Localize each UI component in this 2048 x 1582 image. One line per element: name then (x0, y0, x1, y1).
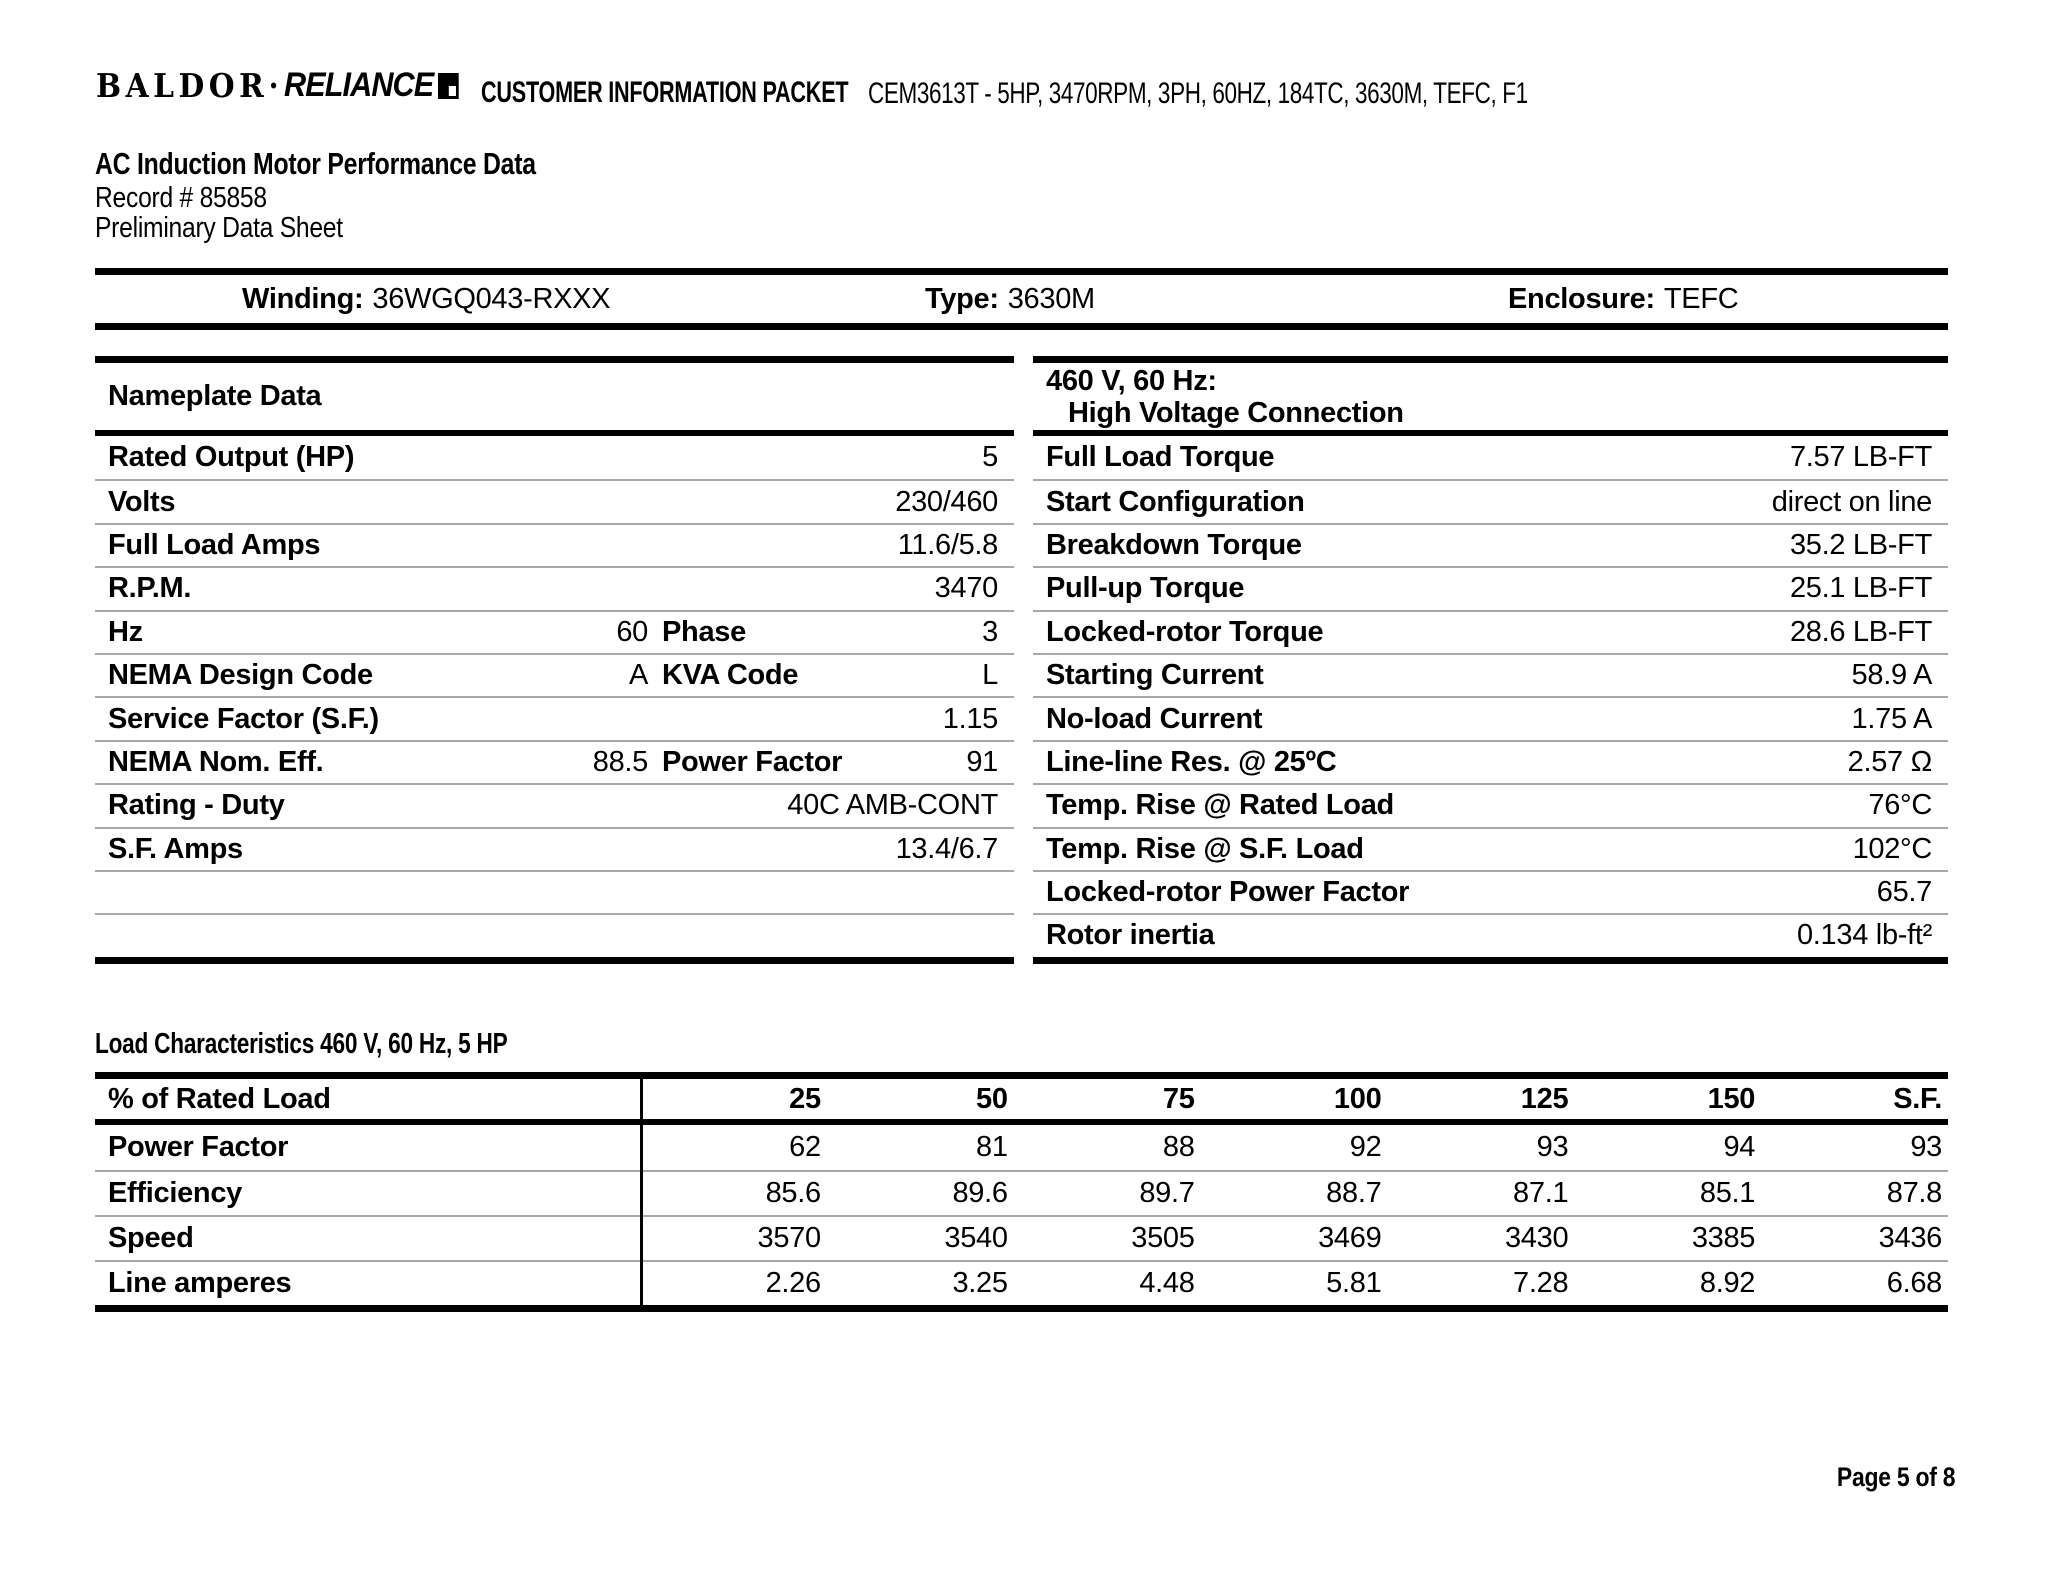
row-value: 25.1 LB-FT (1789, 572, 1932, 605)
hv-header-line2: High Voltage Connection (1068, 396, 1404, 429)
row-label: Rotor inertia (1046, 919, 1215, 952)
row-label: S.F. Amps (108, 832, 243, 865)
row-mid-value: 88.5 (592, 745, 648, 778)
cell-value: 88 (1162, 1131, 1195, 1163)
high-voltage-table (1033, 356, 1948, 964)
table-row (95, 1215, 1948, 1260)
table-row (95, 1125, 1948, 1170)
table-row (1033, 610, 1948, 653)
cell-value: 88.7 (1326, 1177, 1382, 1209)
row-label: Efficiency (108, 1177, 242, 1209)
row-value: 11.6/5.8 (897, 528, 998, 561)
logo-reliance-text: RELIANCE (284, 66, 434, 104)
row-label: Line-line Res. @ 25ºC (1046, 745, 1337, 778)
row-label: Start Configuration (1046, 485, 1305, 518)
row-value: 7.57 LB-FT (1789, 441, 1932, 474)
row-value: direct on line (1771, 485, 1932, 518)
cell-value: 85.6 (765, 1177, 821, 1209)
row-value: 5 (982, 441, 998, 474)
cell-value: 7.28 (1513, 1267, 1569, 1299)
nameplate-table-header (95, 363, 1014, 436)
row-value: 65.7 (1876, 876, 1932, 909)
cell-value: 87.1 (1513, 1177, 1569, 1209)
type-value: 3630M (1007, 282, 1095, 315)
row-label: Locked-rotor Torque (1046, 615, 1324, 648)
load-table-divider (640, 1079, 643, 1305)
table-row (1033, 653, 1948, 696)
page-title: AC Induction Motor Performance Data (95, 146, 536, 181)
row-value: 13.4/6.7 (895, 832, 998, 865)
column-header: % of Rated Load (108, 1082, 331, 1115)
cell-value: 93 (1536, 1131, 1569, 1163)
product-code: CEM3613T - 5HP, 3470RPM, 3PH, 60HZ, 184TC, 3630M, TEFC, F1 (868, 77, 1528, 110)
table-row (95, 1170, 1948, 1215)
row-mid-label: Phase (662, 615, 746, 648)
row-value: 1.15 (942, 702, 998, 735)
table-row (1033, 523, 1948, 566)
table-row (1033, 696, 1948, 739)
row-value: 76°C (1868, 789, 1932, 822)
row-label: Breakdown Torque (1046, 528, 1302, 561)
cell-value: 81 (976, 1131, 1008, 1163)
cell-value: 92 (1349, 1131, 1382, 1163)
table-row (95, 479, 1014, 522)
column-header: 125 (1520, 1082, 1569, 1115)
column-header: 100 (1333, 1082, 1382, 1115)
load-characteristics-table (95, 1072, 1948, 1312)
table-row (1033, 827, 1948, 870)
logo-baldor-text: BALDOR (96, 66, 269, 105)
hv-header-line1: 460 V, 60 Hz: (1046, 364, 1217, 397)
cell-value: 89.7 (1139, 1177, 1195, 1209)
type-label: Type: (925, 282, 999, 315)
sheet-type: Preliminary Data Sheet (95, 212, 343, 244)
table-row (1033, 783, 1948, 826)
cell-value: 85.1 (1699, 1177, 1756, 1209)
row-mid-label: Power Factor (662, 745, 843, 778)
row-label: Temp. Rise @ S.F. Load (1046, 832, 1364, 865)
cell-value: 3469 (1318, 1222, 1382, 1254)
packet-title: CUSTOMER INFORMATION PACKET (481, 76, 849, 109)
cell-value: 8.92 (1699, 1267, 1756, 1299)
winding-label: Winding: (242, 282, 364, 315)
cell-value: 3436 (1878, 1222, 1942, 1254)
row-value: 3470 (934, 572, 998, 605)
table-row (95, 783, 1014, 826)
table-row (1033, 436, 1948, 479)
enclosure-label: Enclosure: (1508, 282, 1655, 315)
row-label: Starting Current (1046, 659, 1264, 692)
cell-value: 6.68 (1886, 1267, 1942, 1299)
row-label: Volts (108, 485, 176, 518)
row-value: 91 (966, 745, 998, 778)
enclosure-field (1508, 275, 1738, 323)
high-voltage-rows (1033, 436, 1948, 957)
row-value: 2.57 Ω (1847, 745, 1932, 778)
column-header: 50 (976, 1082, 1008, 1115)
cell-value: 87.8 (1886, 1177, 1942, 1209)
table-row (1033, 870, 1948, 913)
row-value: 102°C (1852, 832, 1932, 865)
row-label: No-load Current (1046, 702, 1263, 735)
row-value: 0.134 lb-ft² (1796, 919, 1932, 952)
table-row (1033, 740, 1948, 783)
table-row (1033, 913, 1948, 956)
table-row (95, 610, 1014, 653)
cell-value: 3540 (944, 1222, 1008, 1254)
table-row (1033, 566, 1948, 609)
enclosure-value: TEFC (1663, 282, 1739, 315)
winding-value: 36WGQ043-RXXX (372, 282, 611, 315)
table-row (95, 653, 1014, 696)
table-row (95, 696, 1014, 739)
baldor-reliance-logo (96, 66, 458, 105)
cell-value: 3570 (757, 1222, 821, 1254)
cell-value: 2.26 (765, 1267, 821, 1299)
logo-separator-dot: • (270, 72, 277, 98)
page-indicator: Page 5 of 8 (1836, 1462, 1955, 1492)
record-number: Record # 85858 (95, 182, 267, 214)
load-table-header-row (95, 1079, 1948, 1125)
reliance-logo-mark-icon (438, 73, 459, 99)
cell-value: 3385 (1691, 1222, 1756, 1254)
cell-value: 89.6 (952, 1177, 1008, 1209)
row-value: 1.75 A (1851, 702, 1932, 735)
row-label: Temp. Rise @ Rated Load (1046, 789, 1394, 822)
load-characteristics-title: Load Characteristics 460 V, 60 Hz, 5 HP (95, 1028, 508, 1060)
row-mid-label: KVA Code (662, 659, 799, 692)
row-label: Service Factor (S.F.) (108, 702, 379, 735)
column-header: 25 (789, 1082, 821, 1115)
row-mid-value: A (628, 659, 648, 692)
nameplate-table (95, 356, 1014, 964)
table-row-empty (95, 870, 1014, 913)
cell-value: 93 (1910, 1131, 1942, 1163)
row-value: 35.2 LB-FT (1789, 528, 1932, 561)
table-row (95, 523, 1014, 566)
cell-value: 3505 (1131, 1222, 1195, 1254)
row-label: NEMA Nom. Eff. (108, 745, 324, 778)
row-value: 58.9 A (1851, 659, 1932, 692)
row-label: Hz (108, 615, 143, 648)
table-row (1033, 479, 1948, 522)
row-label: Power Factor (108, 1131, 289, 1163)
column-header: 75 (1162, 1082, 1195, 1115)
nameplate-header-text: Nameplate Data (108, 380, 322, 412)
row-label: R.P.M. (108, 572, 192, 605)
nameplate-rows (95, 436, 1014, 957)
row-label: NEMA Design Code (108, 659, 373, 692)
cell-value: 3430 (1504, 1222, 1569, 1254)
table-row (95, 436, 1014, 479)
row-label: Rated Output (HP) (108, 441, 355, 474)
cell-value: 94 (1723, 1131, 1756, 1163)
table-row (95, 1260, 1948, 1305)
row-label: Line amperes (108, 1267, 292, 1299)
row-label: Speed (108, 1222, 194, 1254)
table-row (95, 827, 1014, 870)
type-field (925, 275, 1095, 323)
row-label: Locked-rotor Power Factor (1046, 876, 1410, 909)
cell-value: 5.81 (1326, 1267, 1382, 1299)
row-value: 40C AMB-CONT (787, 789, 998, 822)
row-value: 230/460 (895, 485, 998, 518)
winding-field (242, 275, 610, 323)
cell-value: 4.48 (1139, 1267, 1195, 1299)
cell-value: 62 (789, 1131, 821, 1163)
row-value: L (982, 659, 998, 692)
cell-value: 3.25 (952, 1267, 1008, 1299)
table-row (95, 566, 1014, 609)
row-label: Pull-up Torque (1046, 572, 1245, 605)
row-label: Full Load Torque (1046, 441, 1275, 474)
table-row (95, 740, 1014, 783)
row-label: Rating - Duty (108, 789, 285, 822)
winding-summary-bar (95, 268, 1948, 330)
table-row-empty (95, 913, 1014, 956)
row-label: Full Load Amps (108, 528, 321, 561)
row-value: 3 (982, 615, 998, 648)
high-voltage-table-header (1033, 363, 1948, 436)
column-header: S.F. (1893, 1082, 1942, 1115)
row-mid-value: 60 (616, 615, 648, 648)
column-header: 150 (1707, 1082, 1756, 1115)
row-value: 28.6 LB-FT (1789, 615, 1932, 648)
